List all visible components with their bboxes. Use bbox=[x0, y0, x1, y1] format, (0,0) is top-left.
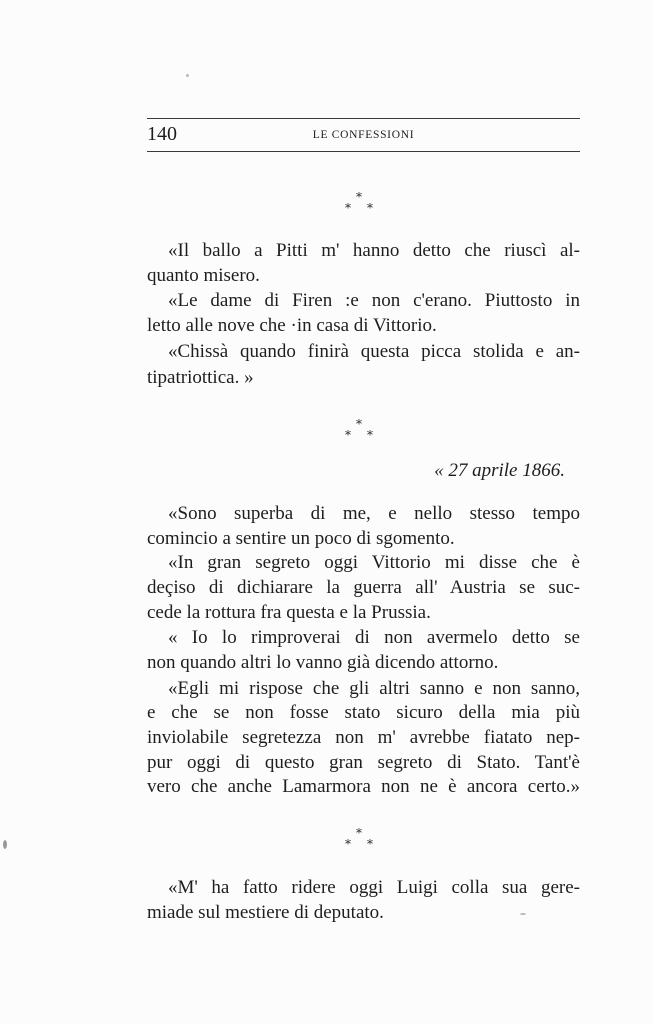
text-line: «In gran segreto oggi Vittorio mi disse che è bbox=[168, 552, 580, 573]
asterisk-icon: * bbox=[345, 201, 351, 215]
diary-date: « 27 aprile 1866. bbox=[434, 460, 565, 481]
text-line: «M' ha fatto ridere oggi Luigi colla sua gere- bbox=[168, 877, 580, 898]
page-number: 140 bbox=[147, 123, 177, 145]
text-line: pur oggi di questo gran segreto di Stato. Tant'è bbox=[147, 752, 580, 773]
running-header bbox=[147, 118, 580, 152]
asterism-divider bbox=[341, 192, 381, 214]
asterism-divider bbox=[341, 419, 381, 441]
asterisk-icon: * bbox=[367, 837, 373, 851]
paper-speck bbox=[520, 913, 526, 915]
text-line: quanto misero. bbox=[147, 265, 260, 286]
text-line: «Chissà quando finirà questa picca stolida e an- bbox=[168, 341, 580, 362]
asterisk-icon: * bbox=[356, 826, 362, 840]
text-line: tipatriottica. » bbox=[147, 367, 254, 388]
text-line: e che se non fosse stato sicuro della mia più bbox=[147, 702, 580, 723]
text-line: deçiso di dichiarare la guerra all' Austria se suc- bbox=[147, 577, 580, 598]
text-line: cede la rottura fra questa e la Prussia. bbox=[147, 602, 431, 623]
text-line: comincio a sentire un poco di sgomento. bbox=[147, 528, 455, 549]
asterisk-icon: * bbox=[345, 428, 351, 442]
text-line: vero che anche Lamarmora non ne è ancora certo.» bbox=[147, 776, 580, 797]
running-title: LE CONFESSIONI bbox=[312, 129, 415, 141]
header-rule-bottom bbox=[147, 151, 580, 152]
text-line: «Le dame di Firen :e non c'erano. Piuttosto in bbox=[168, 290, 580, 311]
paper-speck bbox=[186, 74, 189, 77]
asterisk-icon: * bbox=[356, 417, 362, 431]
asterisk-icon: * bbox=[356, 190, 362, 204]
asterisk-icon: * bbox=[367, 428, 373, 442]
text-line: «Sono superba di me, e nello stesso tempo bbox=[168, 503, 580, 524]
text-line: letto alle nove che ·in casa di Vittorio. bbox=[147, 315, 437, 336]
text-line: « Io lo rimproverai di non avermelo detto se bbox=[168, 627, 580, 648]
header-rule-top bbox=[147, 118, 580, 119]
text-line: «Il ballo a Pitti m' hanno detto che riuscì al- bbox=[168, 240, 580, 261]
paper-speck bbox=[3, 840, 7, 849]
text-line: «Egli mi rispose che gli altri sanno e non sanno, bbox=[168, 678, 580, 699]
text-line: miade sul mestiere di deputato. bbox=[147, 902, 384, 923]
asterisk-icon: * bbox=[367, 201, 373, 215]
text-line: inviolabile segretezza non m' avrebbe fiatato nep- bbox=[147, 727, 580, 748]
asterism-divider bbox=[341, 828, 381, 850]
asterisk-icon: * bbox=[345, 837, 351, 851]
text-line: non quando altri lo vanno già dicendo attorno. bbox=[147, 652, 499, 673]
